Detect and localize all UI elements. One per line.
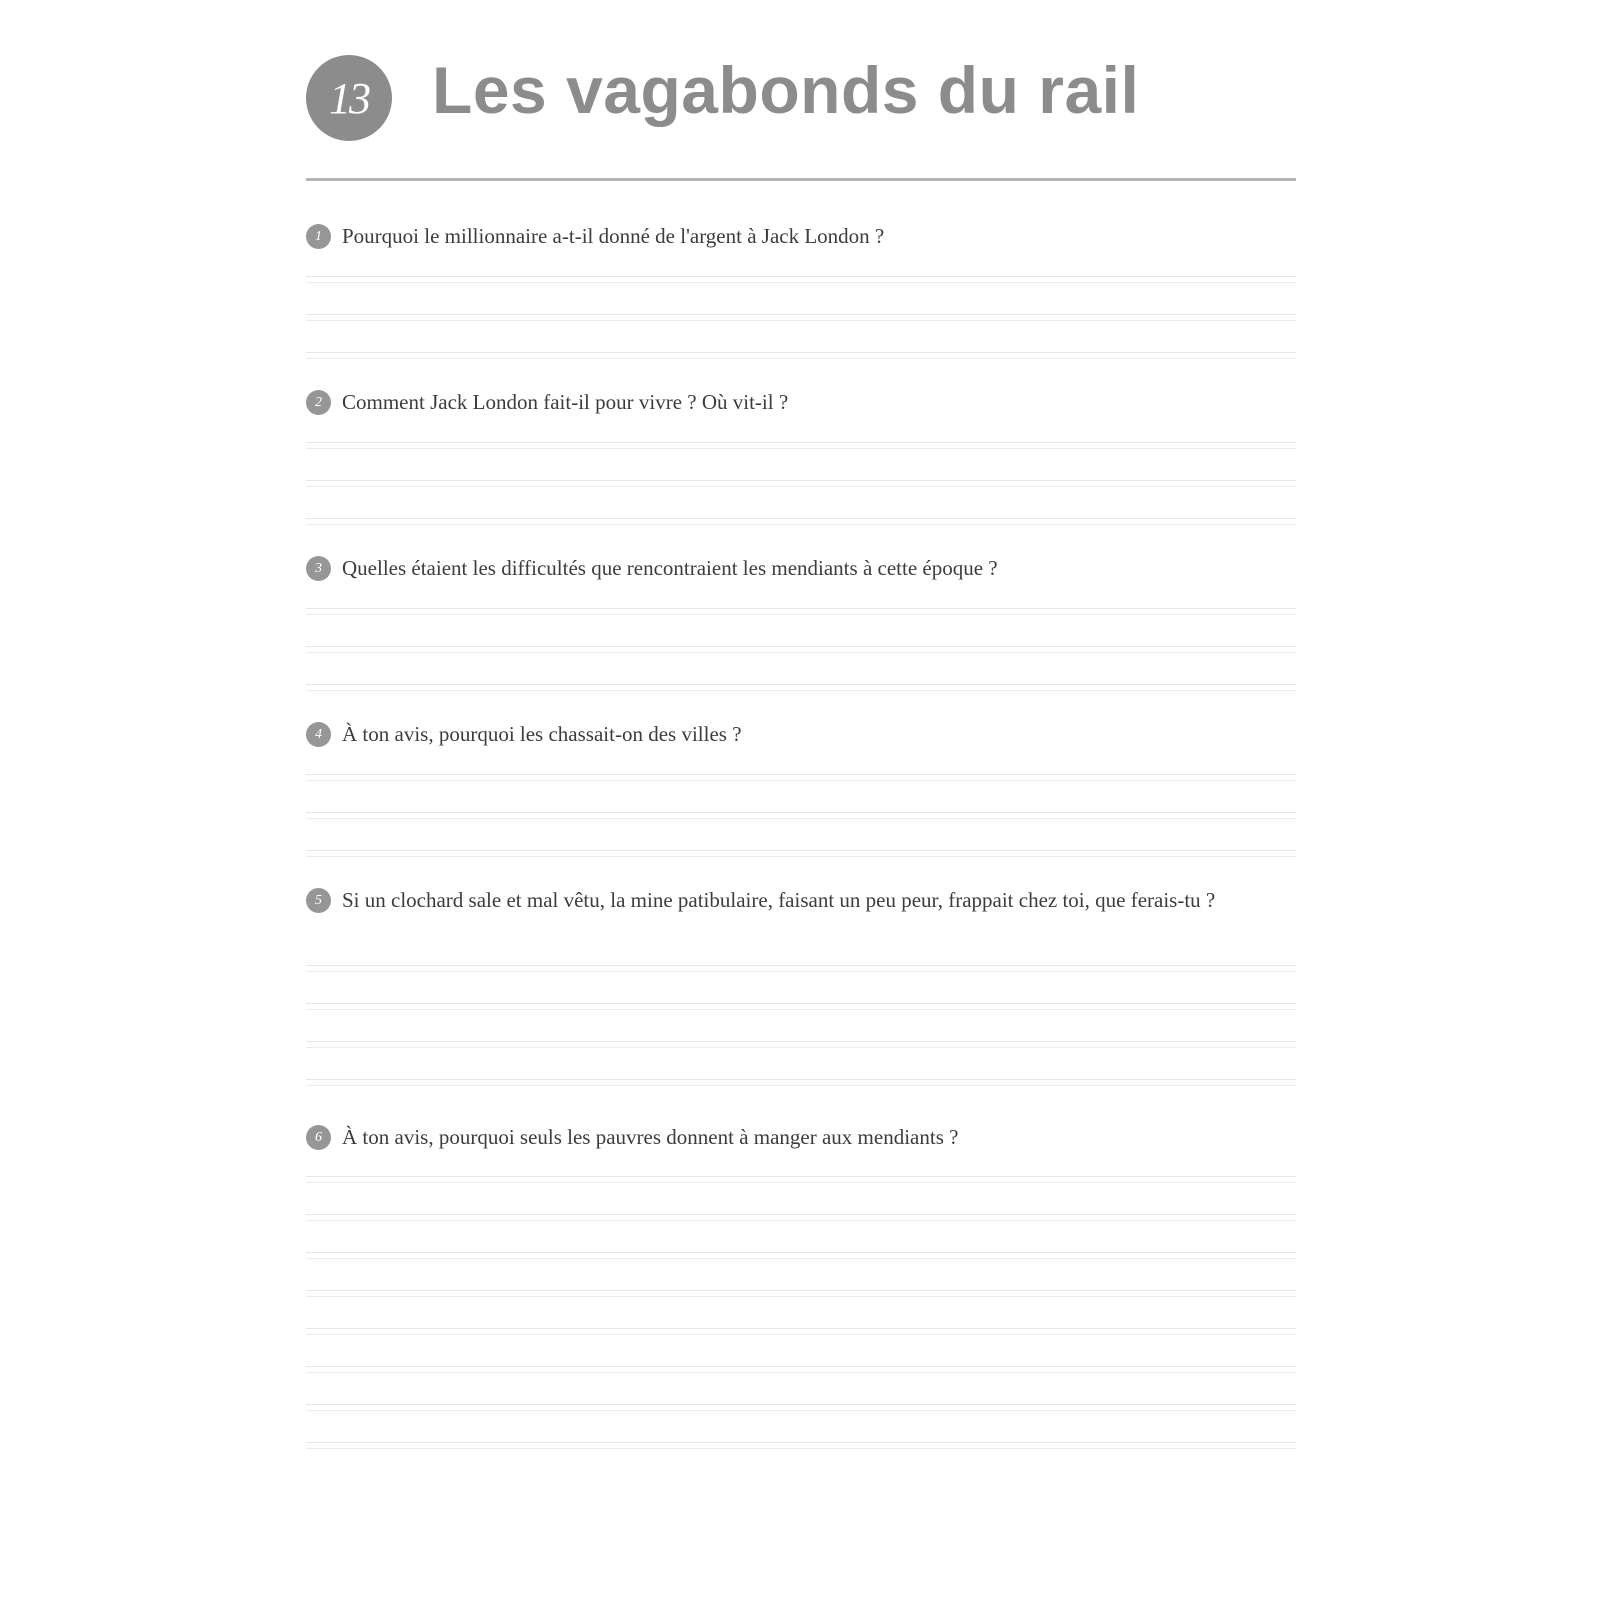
answer-line[interactable] (306, 314, 1296, 321)
question-text: Pourquoi le millionnaire a-t-il donné de l'argent à Jack London ? (342, 224, 885, 248)
answer-line[interactable] (306, 646, 1296, 653)
question-number-badge: 6 (306, 1125, 331, 1150)
question-1 (306, 223, 1296, 250)
question-3 (306, 555, 1296, 582)
answer-line[interactable] (306, 1290, 1296, 1297)
answer-line[interactable] (306, 684, 1296, 691)
answer-line[interactable] (306, 1003, 1296, 1010)
answer-line[interactable] (306, 850, 1296, 857)
question-text: À ton avis, pourquoi seuls les pauvres donnent à manger aux mendiants ? (342, 1125, 959, 1149)
answer-line[interactable] (306, 608, 1296, 615)
answer-line[interactable] (306, 1214, 1296, 1221)
chapter-number-badge (306, 55, 392, 141)
question-4 (306, 721, 1296, 748)
page-title: Les vagabonds du rail (432, 53, 1140, 127)
answer-line[interactable] (306, 1252, 1296, 1259)
answer-line[interactable] (306, 774, 1296, 781)
question-text: Si un clochard sale et mal vêtu, la mine patibulaire, faisant un peu peur, frappait chez toi, que ferais-tu ? (342, 888, 1216, 912)
title-divider (306, 178, 1296, 181)
answer-line[interactable] (306, 965, 1296, 972)
answer-line[interactable] (306, 1442, 1296, 1449)
answer-line[interactable] (306, 1176, 1296, 1183)
answer-line[interactable] (306, 352, 1296, 359)
answer-line[interactable] (306, 480, 1296, 487)
question-5 (306, 887, 1296, 914)
question-text: À ton avis, pourquoi les chassait-on des villes ? (342, 722, 742, 746)
answer-line[interactable] (306, 1079, 1296, 1086)
answer-line[interactable] (306, 442, 1296, 449)
question-number-badge: 1 (306, 224, 331, 249)
question-2 (306, 389, 1296, 416)
question-text: Quelles étaient les difficultés que rencontraient les mendiants à cette époque ? (342, 556, 998, 580)
answer-line[interactable] (306, 1404, 1296, 1411)
answer-line[interactable] (306, 812, 1296, 819)
question-number-badge: 5 (306, 888, 331, 913)
chapter-number: 13 (329, 73, 369, 123)
answer-line[interactable] (306, 1328, 1296, 1335)
answer-line[interactable] (306, 518, 1296, 525)
answer-line[interactable] (306, 1041, 1296, 1048)
question-6 (306, 1124, 1296, 1151)
question-number-badge: 2 (306, 390, 331, 415)
question-text: Comment Jack London fait-il pour vivre ? Où vit-il ? (342, 390, 789, 414)
answer-line[interactable] (306, 1366, 1296, 1373)
question-number-badge: 4 (306, 722, 331, 747)
answer-line[interactable] (306, 276, 1296, 283)
question-number-badge: 3 (306, 556, 331, 581)
